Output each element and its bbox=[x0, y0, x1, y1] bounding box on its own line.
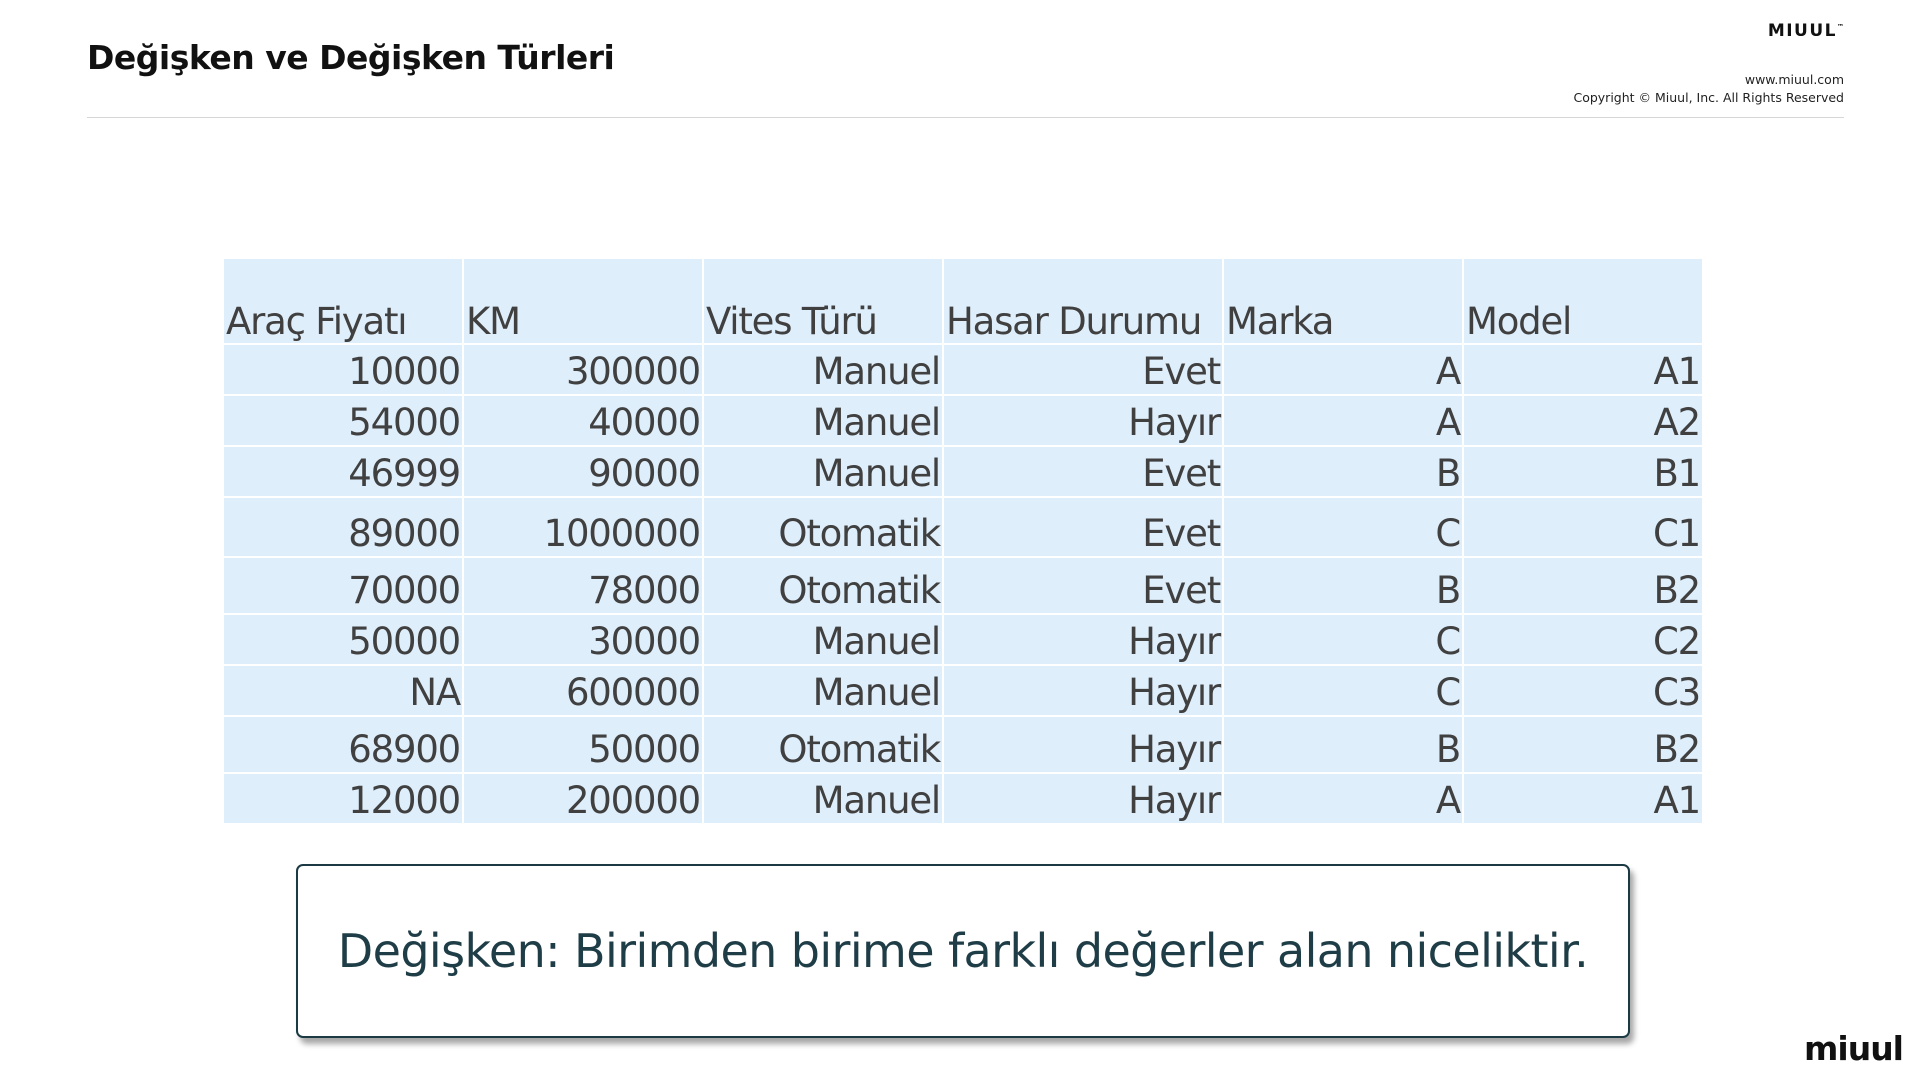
table-row bbox=[223, 446, 1703, 497]
copyright-notice: Copyright © Miuul, Inc. All Rights Reserved bbox=[1573, 90, 1844, 105]
definition-callout bbox=[296, 864, 1630, 1038]
trademark-mark: ™ bbox=[1837, 23, 1844, 31]
column-header: Vites Türü bbox=[703, 258, 943, 344]
table-cell: Otomatik bbox=[703, 557, 943, 614]
table-cell: B1 bbox=[1463, 446, 1703, 497]
table-cell: 89000 bbox=[223, 497, 463, 557]
table-cell: Manuel bbox=[703, 614, 943, 665]
brand-wordmark bbox=[1768, 21, 1844, 41]
table-cell: Evet bbox=[943, 557, 1223, 614]
table-cell: C3 bbox=[1463, 665, 1703, 716]
table-cell: A bbox=[1223, 344, 1463, 395]
table-row bbox=[223, 344, 1703, 395]
header-divider bbox=[87, 117, 1844, 118]
table-cell: B bbox=[1223, 446, 1463, 497]
table-cell: 40000 bbox=[463, 395, 703, 446]
table-cell: 50000 bbox=[463, 716, 703, 773]
table-cell: Evet bbox=[943, 446, 1223, 497]
table-cell: C bbox=[1223, 497, 1463, 557]
table-cell: Manuel bbox=[703, 344, 943, 395]
table-cell: B bbox=[1223, 716, 1463, 773]
miuul-logo: miuul bbox=[1804, 1029, 1903, 1068]
table-cell: 70000 bbox=[223, 557, 463, 614]
table-cell: 10000 bbox=[223, 344, 463, 395]
table-cell: A bbox=[1223, 773, 1463, 824]
table-cell: 54000 bbox=[223, 395, 463, 446]
table-row bbox=[223, 773, 1703, 824]
table-cell: A1 bbox=[1463, 344, 1703, 395]
vehicle-data-table bbox=[222, 257, 1704, 825]
table-row bbox=[223, 614, 1703, 665]
table-cell: Hayır bbox=[943, 395, 1223, 446]
table-cell: 12000 bbox=[223, 773, 463, 824]
column-header: Model bbox=[1463, 258, 1703, 344]
table-cell: Manuel bbox=[703, 446, 943, 497]
table-row bbox=[223, 716, 1703, 773]
table-row bbox=[223, 665, 1703, 716]
table-cell: B2 bbox=[1463, 716, 1703, 773]
table-cell: C1 bbox=[1463, 497, 1703, 557]
table-cell: B2 bbox=[1463, 557, 1703, 614]
table-cell: Hayır bbox=[943, 614, 1223, 665]
table-cell: Otomatik bbox=[703, 716, 943, 773]
table-cell: 46999 bbox=[223, 446, 463, 497]
table-cell: 90000 bbox=[463, 446, 703, 497]
table-cell: B bbox=[1223, 557, 1463, 614]
table-cell: Manuel bbox=[703, 395, 943, 446]
table-cell: C bbox=[1223, 614, 1463, 665]
table-cell: 50000 bbox=[223, 614, 463, 665]
table-row bbox=[223, 497, 1703, 557]
table-cell: 68900 bbox=[223, 716, 463, 773]
table-cell: C2 bbox=[1463, 614, 1703, 665]
table-cell: 200000 bbox=[463, 773, 703, 824]
table-row bbox=[223, 395, 1703, 446]
table-cell: NA bbox=[223, 665, 463, 716]
website-url: www.miuul.com bbox=[1744, 72, 1844, 87]
table-cell: Hayır bbox=[943, 716, 1223, 773]
table-cell: Evet bbox=[943, 497, 1223, 557]
table-cell: 30000 bbox=[463, 614, 703, 665]
column-header: Hasar Durumu bbox=[943, 258, 1223, 344]
table-cell: C bbox=[1223, 665, 1463, 716]
brand-name: MIUUL bbox=[1767, 21, 1837, 41]
table-cell: A bbox=[1223, 395, 1463, 446]
table-cell: A2 bbox=[1463, 395, 1703, 446]
page-title: Değişken ve Değişken Türleri bbox=[87, 38, 615, 77]
table-cell: Hayır bbox=[943, 665, 1223, 716]
table-cell: 600000 bbox=[463, 665, 703, 716]
table-cell: A1 bbox=[1463, 773, 1703, 824]
column-header: Araç Fiyatı bbox=[223, 258, 463, 344]
column-header: Marka bbox=[1223, 258, 1463, 344]
table-cell: 1000000 bbox=[463, 497, 703, 557]
table-cell: Manuel bbox=[703, 665, 943, 716]
table-cell: Otomatik bbox=[703, 497, 943, 557]
column-header: KM bbox=[463, 258, 703, 344]
table-cell: Hayır bbox=[943, 773, 1223, 824]
table-cell: 78000 bbox=[463, 557, 703, 614]
table-cell: Manuel bbox=[703, 773, 943, 824]
table-cell: 300000 bbox=[463, 344, 703, 395]
definition-text: Değişken: Birimden birime farklı değerler alan niceliktir. bbox=[337, 924, 1589, 978]
table-header-row bbox=[223, 258, 1703, 344]
table-row bbox=[223, 557, 1703, 614]
table-cell: Evet bbox=[943, 344, 1223, 395]
